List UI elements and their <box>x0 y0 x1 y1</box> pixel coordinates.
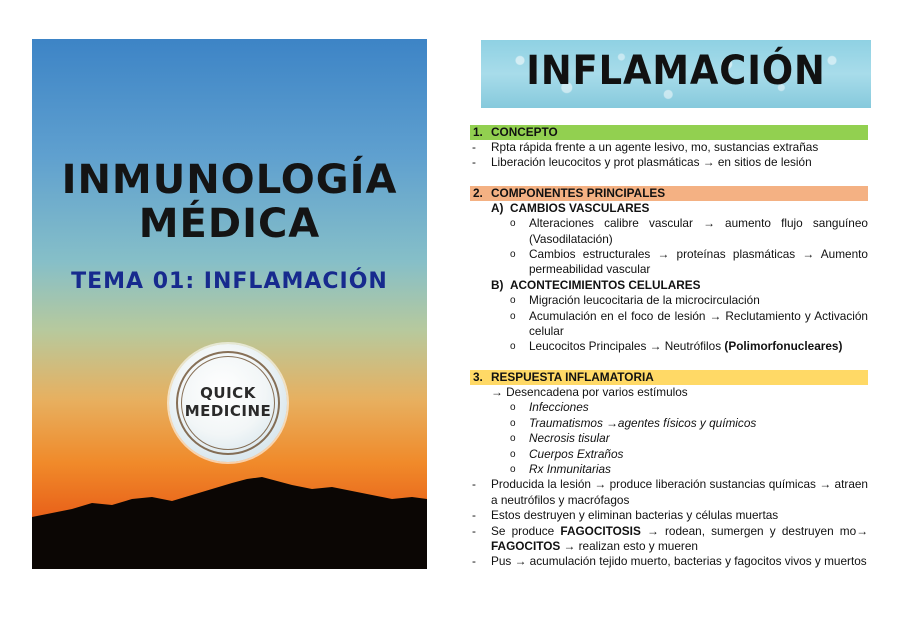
section-concepto-header <box>470 125 868 140</box>
item-text-plain: Leucocitos Principales → Neutrófilos <box>529 339 725 354</box>
circle-bullet: o <box>510 310 516 322</box>
section-number: 2. <box>473 185 483 200</box>
subsection-title: ACONTECIMIENTOS CELULARES <box>510 277 701 292</box>
circle-bullet: o <box>510 433 516 445</box>
item-text: Producida la lesión → produce liberación sustancias químicas → atraen a neutrófilos y macrófagos <box>491 477 868 507</box>
list-item <box>470 462 868 477</box>
list-item <box>470 554 868 569</box>
item-text: Pus → acumulación tejido muerto, bacterias y fagocitos vivos y muertos <box>491 554 867 569</box>
subsection-title: CAMBIOS VASCULARES <box>510 200 650 215</box>
list-item <box>470 477 868 508</box>
notes-content <box>470 125 868 570</box>
list-item <box>470 524 868 555</box>
item-text-bold: (Polimorfonucleares) <box>724 339 843 354</box>
circle-bullet: o <box>510 402 516 414</box>
list-item <box>470 431 868 446</box>
item-text: Rpta rápida frente a un agente lesivo, mo, sustancias extrañas <box>491 140 819 154</box>
list-item <box>470 339 868 354</box>
cover-subtitle: TEMA 01: INFLAMACIÓN <box>71 269 388 294</box>
item-text: Alteraciones calibre vascular → aumento flujo sanguíneo (Vasodilatación) <box>529 216 868 246</box>
item-text <box>491 524 868 555</box>
cover-title-line2: MÉDICA <box>138 201 321 247</box>
item-text: Estos destruyen y eliminan bacterias y células muertas <box>491 508 779 523</box>
section-number: 1. <box>473 125 483 139</box>
mountain-silhouette <box>32 469 427 569</box>
section-respuesta-header <box>470 370 868 385</box>
item-text-bold: FAGOCITOSIS <box>560 523 641 538</box>
section-number: 3. <box>473 369 483 384</box>
list-item <box>470 447 868 462</box>
subsection-b-header <box>470 278 868 293</box>
item-text: Cuerpos Extraños <box>529 446 624 461</box>
item-text: Rx Inmunitarias <box>529 461 611 476</box>
section-title: COMPONENTES PRINCIPALES <box>491 185 666 200</box>
item-text-plain: → rodean, sumergen y destruyen mo→ <box>640 523 868 538</box>
cover-title-line1: INMUNOLOGÍA <box>61 157 398 203</box>
quick-medicine-logo <box>169 344 287 462</box>
item-text: Traumatismos →agentes físicos y químicos <box>529 415 757 430</box>
list-item <box>470 400 868 415</box>
list-item <box>470 293 868 308</box>
list-item <box>470 140 868 155</box>
circle-bullet: o <box>510 448 516 460</box>
circle-bullet: o <box>510 341 516 353</box>
subsection-a-header <box>470 201 868 216</box>
item-text-plain: → realizan esto y mueren <box>560 538 698 553</box>
section-title: CONCEPTO <box>491 125 558 139</box>
item-text: Acumulación en el foco de lesión → Reclutamiento y Activación celular <box>529 308 868 339</box>
dash-bullet: - <box>472 508 476 523</box>
dash-bullet: - <box>472 477 476 492</box>
title-banner <box>481 40 871 108</box>
item-text: Infecciones <box>529 400 589 415</box>
page-title: INFLAMACIÓN <box>526 48 826 94</box>
list-item <box>470 247 868 278</box>
logo-text-line2: MEDICINE <box>184 402 272 420</box>
item-text: Liberación leucocitos y prot plasmáticas → en sitios de lesión <box>491 155 812 170</box>
list-item <box>470 216 868 247</box>
circle-bullet: o <box>510 417 516 429</box>
dash-bullet: - <box>472 554 476 569</box>
list-item <box>470 155 868 170</box>
item-text: Necrosis tisular <box>529 431 610 446</box>
logo-text-line1: QUICK <box>200 384 256 402</box>
list-item <box>470 309 868 340</box>
item-text-plain: Se produce <box>491 523 561 538</box>
circle-bullet: o <box>510 463 516 475</box>
item-text <box>529 339 868 354</box>
section-componentes-header <box>470 186 868 201</box>
item-text: Migración leucocitaria de la microcirculación <box>529 293 760 308</box>
dash-bullet: - <box>472 155 476 170</box>
item-text: Cambios estructurales → proteínas plasmáticas → Aumento permeabilidad vascular <box>529 247 868 277</box>
list-item <box>470 416 868 431</box>
dash-bullet: - <box>472 523 476 538</box>
dash-bullet: - <box>472 140 476 154</box>
circle-bullet: o <box>510 249 516 261</box>
subsection-letter: A) <box>491 200 504 215</box>
section-intro: → Desencadena por varios estímulos <box>491 384 688 399</box>
circle-bullet: o <box>510 218 516 230</box>
subsection-letter: B) <box>491 277 504 292</box>
cover-image <box>32 39 427 569</box>
list-item <box>470 508 868 523</box>
circle-bullet: o <box>510 295 516 307</box>
section-title: RESPUESTA INFLAMATORIA <box>491 369 654 384</box>
item-text-bold: FAGOCITOS <box>491 538 561 553</box>
